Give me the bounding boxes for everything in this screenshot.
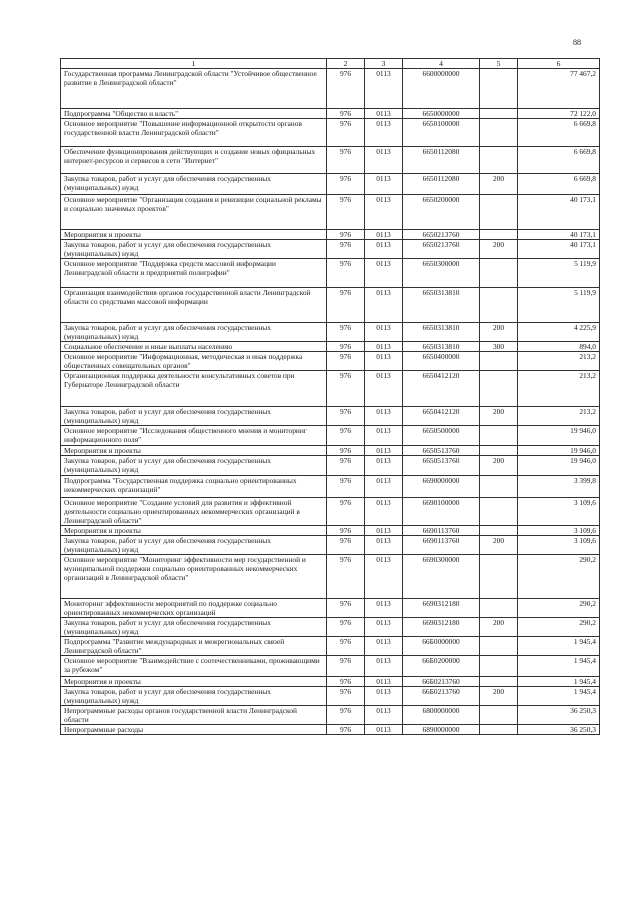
row-code-4: 6650213760 bbox=[403, 230, 480, 240]
row-code-4: 6690000000 bbox=[403, 476, 480, 498]
row-amount: 1 945,4 bbox=[518, 677, 600, 687]
header-cell-5: 5 bbox=[480, 59, 518, 69]
row-name: Социальное обеспечение и иные выплаты населению bbox=[61, 342, 327, 352]
row-code-5 bbox=[480, 426, 518, 446]
row-code-4: 6650513760 bbox=[403, 446, 480, 456]
row-name: Закупка товаров, работ и услуг для обеспечения государственных (муниципальных) нужд bbox=[61, 240, 327, 259]
row-code-4: 6690100000 bbox=[403, 498, 480, 526]
row-code-5 bbox=[480, 230, 518, 240]
table-header-row bbox=[61, 59, 600, 69]
row-code-5 bbox=[480, 677, 518, 687]
row-amount: 1 945,4 bbox=[518, 637, 600, 656]
row-code-2: 976 bbox=[327, 195, 365, 230]
row-code-2: 976 bbox=[327, 725, 365, 735]
row-amount: 3 109,6 bbox=[518, 526, 600, 536]
table-row bbox=[61, 240, 600, 259]
table-row bbox=[61, 342, 600, 352]
row-amount: 36 250,3 bbox=[518, 706, 600, 725]
table-row bbox=[61, 536, 600, 555]
row-code-3: 0113 bbox=[365, 706, 403, 725]
row-code-5 bbox=[480, 555, 518, 599]
row-code-3: 0113 bbox=[365, 498, 403, 526]
row-amount: 213,2 bbox=[518, 407, 600, 426]
row-code-3: 0113 bbox=[365, 174, 403, 195]
row-code-3: 0113 bbox=[365, 526, 403, 536]
row-code-2: 976 bbox=[327, 476, 365, 498]
row-code-2: 976 bbox=[327, 526, 365, 536]
row-name: Закупка товаров, работ и услуг для обеспечения государственных (муниципальных) нужд bbox=[61, 323, 327, 342]
table-row bbox=[61, 109, 600, 119]
row-code-2: 976 bbox=[327, 599, 365, 618]
row-code-3: 0113 bbox=[365, 371, 403, 407]
table-row bbox=[61, 371, 600, 407]
row-name: Мероприятия и проекты bbox=[61, 446, 327, 456]
table-row bbox=[61, 195, 600, 230]
row-code-3: 0113 bbox=[365, 342, 403, 352]
row-code-4: 6650213760 bbox=[403, 240, 480, 259]
row-code-4: 6690300000 bbox=[403, 555, 480, 599]
table-row bbox=[61, 230, 600, 240]
row-name: Мониторинг эффективности мероприятий по поддержке социально ориентированных некоммерческих организаций bbox=[61, 599, 327, 618]
row-code-4: 6600000000 bbox=[403, 69, 480, 109]
row-code-2: 976 bbox=[327, 687, 365, 706]
row-code-4: 6690312180 bbox=[403, 618, 480, 637]
row-name: Основное мероприятие "Повышение информационной открытости органов государственной власти Ленинградской области" bbox=[61, 119, 327, 147]
table-row bbox=[61, 426, 600, 446]
row-code-4: 6650500000 bbox=[403, 426, 480, 446]
row-code-3: 0113 bbox=[365, 637, 403, 656]
row-code-2: 976 bbox=[327, 174, 365, 195]
row-code-4: 6650412120 bbox=[403, 371, 480, 407]
row-code-5 bbox=[480, 725, 518, 735]
row-code-3: 0113 bbox=[365, 476, 403, 498]
row-amount: 4 225,9 bbox=[518, 323, 600, 342]
row-code-5: 200 bbox=[480, 174, 518, 195]
row-code-5: 200 bbox=[480, 687, 518, 706]
table-row bbox=[61, 446, 600, 456]
table-row bbox=[61, 526, 600, 536]
row-code-5 bbox=[480, 352, 518, 371]
row-amount: 5 119,9 bbox=[518, 288, 600, 323]
row-code-4: 6690113760 bbox=[403, 536, 480, 555]
row-code-2: 976 bbox=[327, 371, 365, 407]
row-code-4: 6650200000 bbox=[403, 195, 480, 230]
row-code-3: 0113 bbox=[365, 259, 403, 288]
row-code-5 bbox=[480, 526, 518, 536]
row-code-5 bbox=[480, 119, 518, 147]
row-code-2: 976 bbox=[327, 240, 365, 259]
row-name: Мероприятия и проекты bbox=[61, 230, 327, 240]
row-code-5: 200 bbox=[480, 536, 518, 555]
row-code-5 bbox=[480, 195, 518, 230]
row-name: Основное мероприятие "Мониторинг эффективности мер государственной и муниципальной поддержки социально ориентированных некоммерческих организаций в Ленинградской области" bbox=[61, 555, 327, 599]
row-amount: 40 173,1 bbox=[518, 230, 600, 240]
row-name: Закупка товаров, работ и услуг для обеспечения государственных (муниципальных) нужд bbox=[61, 456, 327, 476]
row-name: Подпрограмма "Развитие международных и межрегиональных связей Ленинградской области" bbox=[61, 637, 327, 656]
row-code-5: 300 bbox=[480, 342, 518, 352]
row-name: Государственная программа Ленинградской области "Устойчивое общественное развитие в Ленинградской области" bbox=[61, 69, 327, 109]
row-code-5 bbox=[480, 637, 518, 656]
row-code-5: 200 bbox=[480, 323, 518, 342]
table-row bbox=[61, 259, 600, 288]
row-code-2: 976 bbox=[327, 259, 365, 288]
row-code-3: 0113 bbox=[365, 147, 403, 174]
table-row bbox=[61, 599, 600, 618]
row-code-4: 6650112080 bbox=[403, 147, 480, 174]
row-code-3: 0113 bbox=[365, 536, 403, 555]
row-code-5 bbox=[480, 109, 518, 119]
table-row bbox=[61, 677, 600, 687]
row-code-5: 200 bbox=[480, 618, 518, 637]
row-code-4: 6650313810 bbox=[403, 342, 480, 352]
table-row bbox=[61, 352, 600, 371]
row-code-2: 976 bbox=[327, 536, 365, 555]
row-code-3: 0113 bbox=[365, 230, 403, 240]
row-code-2: 976 bbox=[327, 230, 365, 240]
row-name: Организация взаимодействия органов государственной власти Ленинградской области со средствами массовой информации bbox=[61, 288, 327, 323]
table-row bbox=[61, 637, 600, 656]
row-amount: 290,2 bbox=[518, 618, 600, 637]
row-code-3: 0113 bbox=[365, 240, 403, 259]
header-cell-3: 3 bbox=[365, 59, 403, 69]
row-name: Основное мероприятие "Поддержка средств массовой информации Ленинградской области и предприятий полиграфии" bbox=[61, 259, 327, 288]
row-amount: 213,2 bbox=[518, 371, 600, 407]
row-name: Закупка товаров, работ и услуг для обеспечения государственных (муниципальных) нужд bbox=[61, 618, 327, 637]
row-code-3: 0113 bbox=[365, 677, 403, 687]
table-row bbox=[61, 174, 600, 195]
header-cell-2: 2 bbox=[327, 59, 365, 69]
row-code-4: 6800000000 bbox=[403, 706, 480, 725]
row-code-2: 976 bbox=[327, 456, 365, 476]
row-code-2: 976 bbox=[327, 109, 365, 119]
row-name: Непрограммные расходы органов государственной власти Ленинградской области bbox=[61, 706, 327, 725]
table-row bbox=[61, 323, 600, 342]
row-amount: 40 173,1 bbox=[518, 195, 600, 230]
row-amount: 290,2 bbox=[518, 555, 600, 599]
table-row bbox=[61, 687, 600, 706]
row-code-5 bbox=[480, 69, 518, 109]
table-row bbox=[61, 555, 600, 599]
row-code-4: 6890000000 bbox=[403, 725, 480, 735]
row-amount: 19 946,0 bbox=[518, 426, 600, 446]
row-code-5 bbox=[480, 656, 518, 677]
row-code-2: 976 bbox=[327, 637, 365, 656]
row-code-3: 0113 bbox=[365, 407, 403, 426]
row-code-3: 0113 bbox=[365, 656, 403, 677]
row-code-3: 0113 bbox=[365, 109, 403, 119]
row-amount: 72 122,0 bbox=[518, 109, 600, 119]
row-code-3: 0113 bbox=[365, 119, 403, 147]
row-code-3: 0113 bbox=[365, 323, 403, 342]
row-code-4: 6650100000 bbox=[403, 119, 480, 147]
row-code-3: 0113 bbox=[365, 352, 403, 371]
row-amount: 3 399,8 bbox=[518, 476, 600, 498]
table-row bbox=[61, 147, 600, 174]
row-code-2: 976 bbox=[327, 323, 365, 342]
row-name: Обеспечение функционирования действующих и создание новых официальных интернет-ресурсов и сервисов в сети "Интернет" bbox=[61, 147, 327, 174]
row-name: Закупка товаров, работ и услуг для обеспечения государственных (муниципальных) нужд bbox=[61, 174, 327, 195]
row-amount: 77 467,2 bbox=[518, 69, 600, 109]
row-name: Организационная поддержка деятельности консультативных советов при Губернаторе Ленинградской области bbox=[61, 371, 327, 407]
row-code-4: 6650112080 bbox=[403, 174, 480, 195]
row-code-2: 976 bbox=[327, 342, 365, 352]
row-amount: 894,0 bbox=[518, 342, 600, 352]
row-name: Основное мероприятие "Создание условий для развития и эффективной деятельности социально ориентированных некоммерческих организаций в Ленинградской области" bbox=[61, 498, 327, 526]
row-code-2: 976 bbox=[327, 407, 365, 426]
row-amount: 3 109,6 bbox=[518, 498, 600, 526]
row-name: Основное мероприятие "Организация создания и ревизиции социальной рекламы и социально значимых проектов" bbox=[61, 195, 327, 230]
row-code-2: 976 bbox=[327, 119, 365, 147]
row-name: Подпрограмма "Государственная поддержка социально ориентированных некоммерческих организаций" bbox=[61, 476, 327, 498]
table-row bbox=[61, 706, 600, 725]
row-name: Закупка товаров, работ и услуг для обеспечения государственных (муниципальных) нужд bbox=[61, 687, 327, 706]
row-code-5 bbox=[480, 498, 518, 526]
row-code-2: 976 bbox=[327, 706, 365, 725]
table-row bbox=[61, 288, 600, 323]
row-code-5 bbox=[480, 371, 518, 407]
page-number: 88 bbox=[573, 38, 581, 47]
row-code-2: 976 bbox=[327, 352, 365, 371]
row-code-2: 976 bbox=[327, 147, 365, 174]
row-code-4: 66Б0213760 bbox=[403, 677, 480, 687]
row-code-4: 6690312180 bbox=[403, 599, 480, 618]
table-row bbox=[61, 456, 600, 476]
row-amount: 6 669,8 bbox=[518, 147, 600, 174]
row-amount: 40 173,1 bbox=[518, 240, 600, 259]
row-amount: 6 669,8 bbox=[518, 174, 600, 195]
row-code-3: 0113 bbox=[365, 618, 403, 637]
row-code-2: 976 bbox=[327, 677, 365, 687]
row-code-5: 200 bbox=[480, 407, 518, 426]
row-code-3: 0113 bbox=[365, 555, 403, 599]
table-row bbox=[61, 498, 600, 526]
row-code-4: 6650400000 bbox=[403, 352, 480, 371]
row-amount: 36 250,3 bbox=[518, 725, 600, 735]
row-code-3: 0113 bbox=[365, 725, 403, 735]
row-name: Подпрограмма "Общество и власть" bbox=[61, 109, 327, 119]
row-code-2: 976 bbox=[327, 69, 365, 109]
row-code-4: 66Б0200000 bbox=[403, 656, 480, 677]
row-name: Непрограммные расходы bbox=[61, 725, 327, 735]
row-code-2: 976 bbox=[327, 656, 365, 677]
row-amount: 1 945,4 bbox=[518, 687, 600, 706]
row-code-5 bbox=[480, 259, 518, 288]
row-code-4: 6650412120 bbox=[403, 407, 480, 426]
row-code-4: 6650000000 bbox=[403, 109, 480, 119]
row-code-2: 976 bbox=[327, 426, 365, 446]
header-cell-6: 6 bbox=[518, 59, 600, 69]
row-code-4: 6650300000 bbox=[403, 259, 480, 288]
row-code-4: 6650513760 bbox=[403, 456, 480, 476]
row-amount: 1 945,4 bbox=[518, 656, 600, 677]
table-row bbox=[61, 476, 600, 498]
row-code-2: 976 bbox=[327, 555, 365, 599]
row-amount: 6 669,8 bbox=[518, 119, 600, 147]
row-amount: 3 109,6 bbox=[518, 536, 600, 555]
row-code-2: 976 bbox=[327, 446, 365, 456]
row-code-3: 0113 bbox=[365, 195, 403, 230]
table-row bbox=[61, 725, 600, 735]
table-row bbox=[61, 69, 600, 109]
row-amount: 290,2 bbox=[518, 599, 600, 618]
row-amount: 19 946,0 bbox=[518, 456, 600, 476]
row-name: Основное мероприятие "Исследования общественного мнения и мониторинг информационного поля" bbox=[61, 426, 327, 446]
row-code-5: 200 bbox=[480, 240, 518, 259]
row-code-4: 66Б0213760 bbox=[403, 687, 480, 706]
table-row bbox=[61, 407, 600, 426]
row-code-5 bbox=[480, 476, 518, 498]
row-code-4: 6690113760 bbox=[403, 526, 480, 536]
row-code-4: 6650313810 bbox=[403, 323, 480, 342]
row-code-5 bbox=[480, 446, 518, 456]
row-code-5 bbox=[480, 147, 518, 174]
row-code-3: 0113 bbox=[365, 599, 403, 618]
row-code-3: 0113 bbox=[365, 426, 403, 446]
row-code-2: 976 bbox=[327, 618, 365, 637]
row-code-3: 0113 bbox=[365, 456, 403, 476]
row-name: Основное мероприятие "Взаимодействие с соотечественниками, проживающими за рубежом" bbox=[61, 656, 327, 677]
row-code-3: 0113 bbox=[365, 687, 403, 706]
row-name: Мероприятия и проекты bbox=[61, 526, 327, 536]
row-code-3: 0113 bbox=[365, 69, 403, 109]
row-name: Закупка товаров, работ и услуг для обеспечения государственных (муниципальных) нужд bbox=[61, 407, 327, 426]
table-row bbox=[61, 618, 600, 637]
row-name: Мероприятия и проекты bbox=[61, 677, 327, 687]
row-name: Основное мероприятие "Информационная, методическая и иная поддержка общественных совещательных органов" bbox=[61, 352, 327, 371]
row-code-5: 200 bbox=[480, 456, 518, 476]
row-code-5 bbox=[480, 706, 518, 725]
row-code-4: 6650313810 bbox=[403, 288, 480, 323]
row-amount: 5 119,9 bbox=[518, 259, 600, 288]
table-row bbox=[61, 119, 600, 147]
row-code-2: 976 bbox=[327, 498, 365, 526]
row-code-4: 66Б0000000 bbox=[403, 637, 480, 656]
row-amount: 213,2 bbox=[518, 352, 600, 371]
row-code-2: 976 bbox=[327, 288, 365, 323]
header-cell-4: 4 bbox=[403, 59, 480, 69]
row-name: Закупка товаров, работ и услуг для обеспечения государственных (муниципальных) нужд bbox=[61, 536, 327, 555]
budget-table bbox=[60, 58, 600, 735]
row-code-5 bbox=[480, 288, 518, 323]
table-row bbox=[61, 656, 600, 677]
row-amount: 19 946,0 bbox=[518, 446, 600, 456]
header-cell-1: 1 bbox=[61, 59, 327, 69]
row-code-3: 0113 bbox=[365, 446, 403, 456]
row-code-3: 0113 bbox=[365, 288, 403, 323]
row-code-5 bbox=[480, 599, 518, 618]
